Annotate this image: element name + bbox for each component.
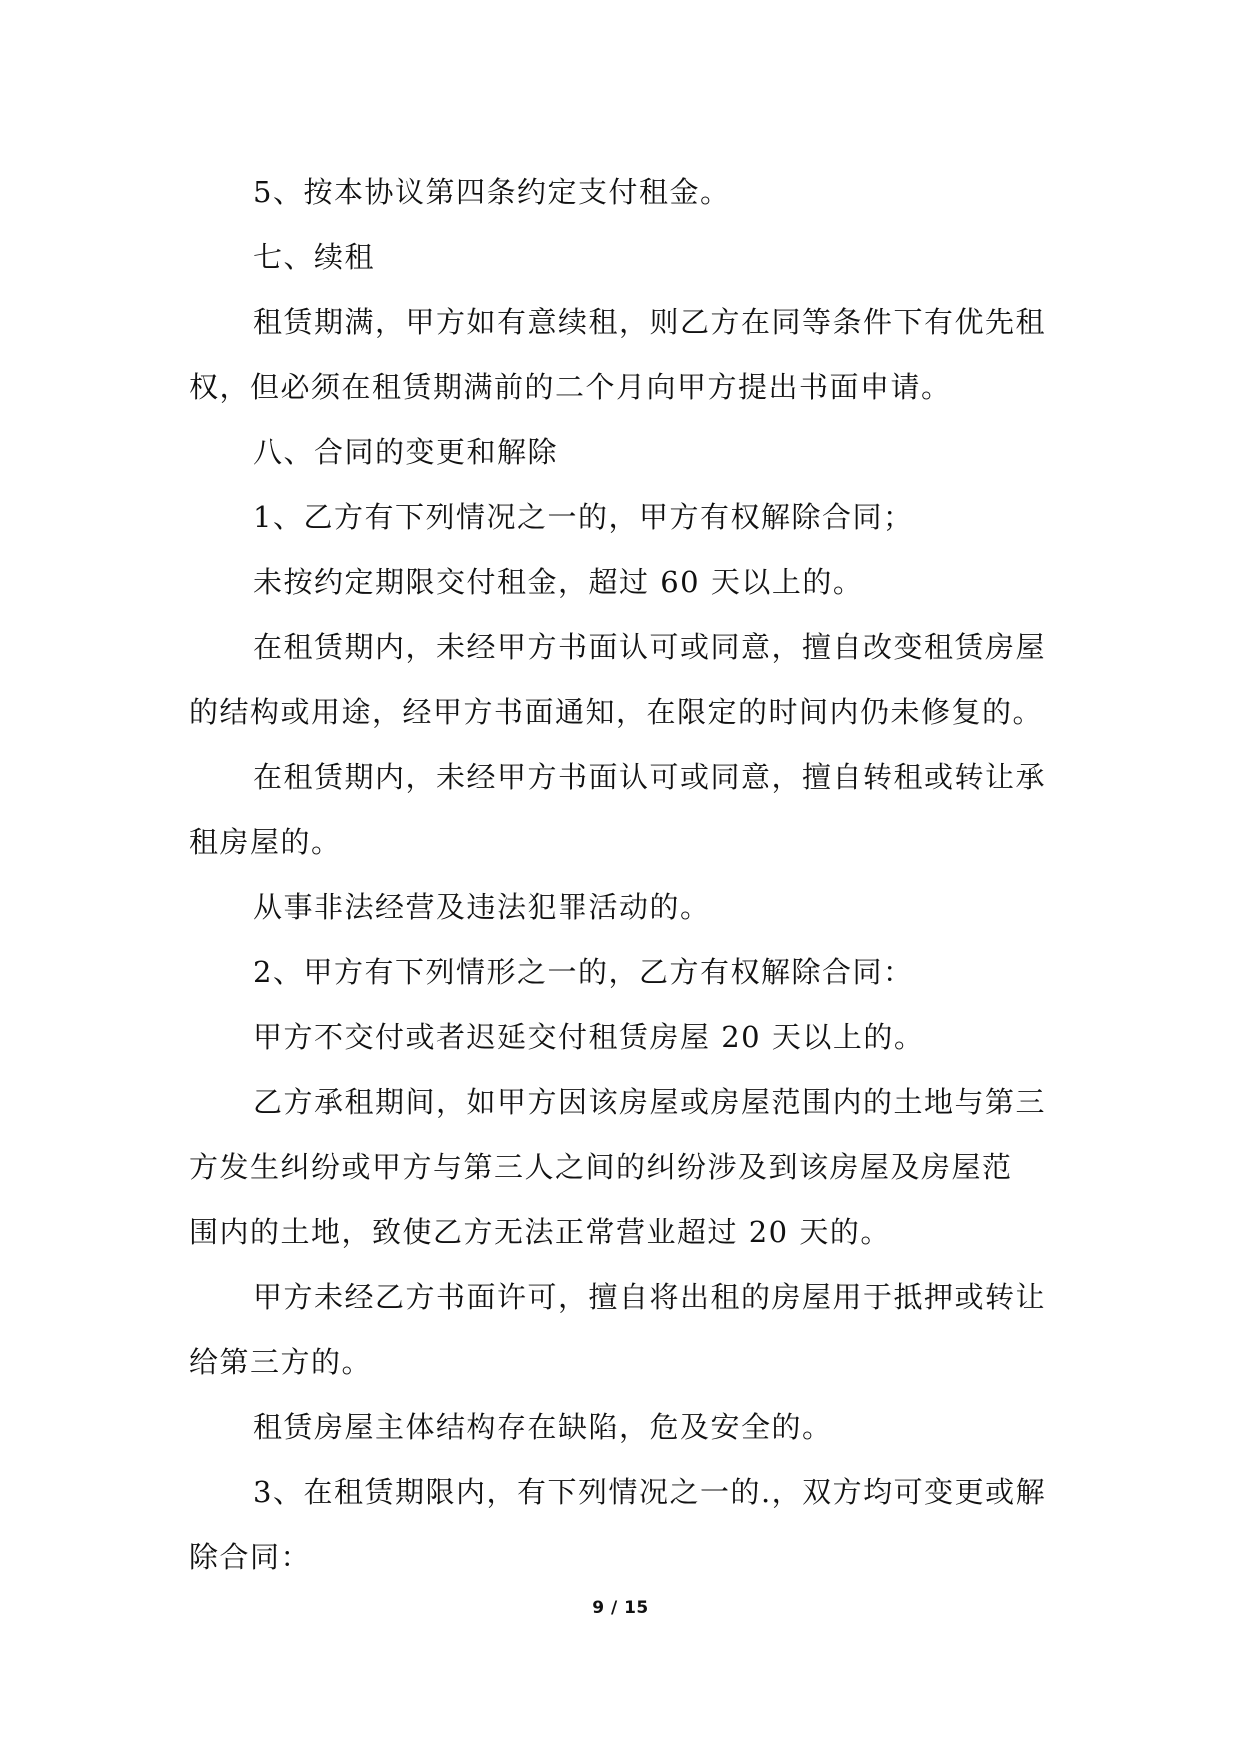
text-line: 乙方承租期间，如甲方因该房屋或房屋范围内的土地与第三 xyxy=(253,1085,1047,1119)
text-line: 给第三方的。 xyxy=(189,1345,373,1379)
text-line: 5、按本协议第四条约定支付租金。 xyxy=(253,175,731,209)
text-line: 2、甲方有下列情形之一的，乙方有权解除合同： xyxy=(253,955,914,989)
text-line: 甲方不交付或者迟延交付租赁房屋 20 天以上的。 xyxy=(253,1020,925,1054)
paragraph xyxy=(189,1395,1069,1460)
paragraph xyxy=(189,1460,1069,1590)
text-line: 租赁期满，甲方如有意续租，则乙方在同等条件下有优先租 xyxy=(253,305,1047,339)
paragraph xyxy=(189,290,1069,420)
paragraph xyxy=(189,1005,1069,1070)
page-number: 9 / 15 xyxy=(592,1598,649,1618)
text-line: 在租赁期内，未经甲方书面认可或同意，擅自转租或转让承 xyxy=(253,760,1047,794)
text-line: 在租赁期内，未经甲方书面认可或同意，擅自改变租赁房屋 xyxy=(253,630,1047,664)
paragraph xyxy=(189,160,1069,225)
paragraph xyxy=(189,745,1069,875)
paragraph xyxy=(189,875,1069,940)
text-line: 七、续租 xyxy=(253,240,376,274)
text-line: 从事非法经营及违法犯罪活动的。 xyxy=(253,890,711,924)
text-line: 的结构或用途，经甲方书面通知，在限定的时间内仍未修复的。 xyxy=(189,695,1044,729)
section-heading xyxy=(189,420,1069,485)
document-body xyxy=(189,160,1069,1590)
paragraph xyxy=(189,1265,1069,1395)
text-line: 方发生纠纷或甲方与第三人之间的纠纷涉及到该房屋及房屋范 xyxy=(189,1150,1013,1184)
text-line: 租房屋的。 xyxy=(189,825,342,859)
paragraph xyxy=(189,1070,1069,1265)
text-line: 未按约定期限交付租金，超过 60 天以上的。 xyxy=(253,565,864,599)
text-line: 1、乙方有下列情况之一的，甲方有权解除合同； xyxy=(253,500,914,534)
section-heading xyxy=(189,225,1069,290)
paragraph xyxy=(189,485,1069,550)
paragraph xyxy=(189,615,1069,745)
text-line: 3、在租赁期限内，有下列情况之一的.，双方均可变更或解 xyxy=(253,1475,1047,1509)
paragraph xyxy=(189,940,1069,1005)
text-line: 除合同： xyxy=(189,1540,312,1574)
text-line: 围内的土地，致使乙方无法正常营业超过 20 天的。 xyxy=(189,1215,891,1249)
paragraph xyxy=(189,550,1069,615)
text-line: 租赁房屋主体结构存在缺陷，危及安全的。 xyxy=(253,1410,833,1444)
text-line: 权，但必须在租赁期满前的二个月向甲方提出书面申请。 xyxy=(189,370,952,404)
text-line: 甲方未经乙方书面许可，擅自将出租的房屋用于抵押或转让 xyxy=(253,1280,1047,1314)
text-line: 八、合同的变更和解除 xyxy=(253,435,559,469)
